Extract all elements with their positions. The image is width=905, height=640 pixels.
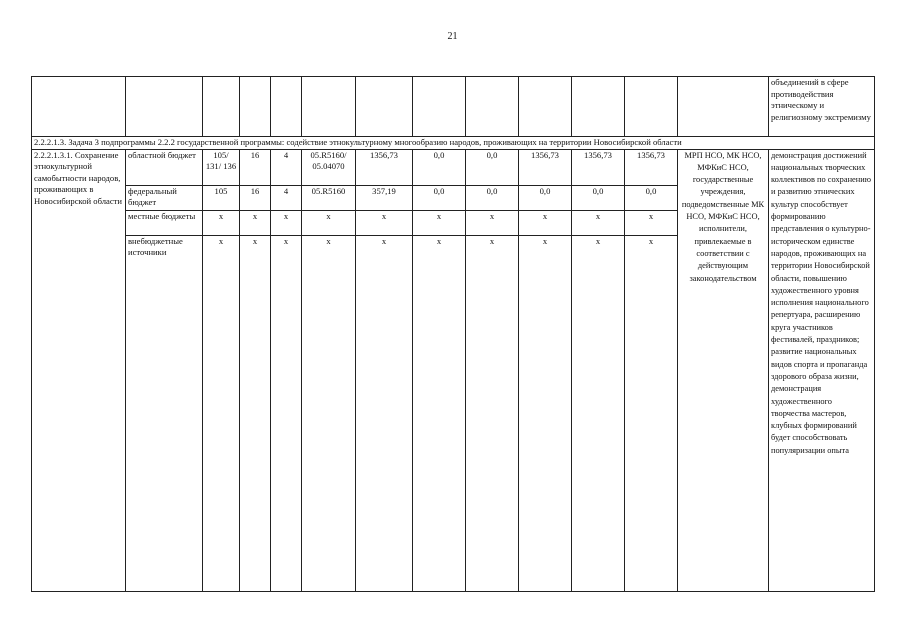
rz-cell: 16 xyxy=(240,149,271,185)
program-table xyxy=(31,76,875,592)
value-cell: x xyxy=(519,210,572,235)
task-row xyxy=(32,137,875,150)
value-cell: 0,0 xyxy=(625,185,678,210)
result-cell-continued: объединений в сфере противодействия этническому и религиозному экстремизму xyxy=(769,77,875,137)
value-cell: 1356,73 xyxy=(572,149,625,185)
event-name: 2.2.2.1.3.1. Сохранение этнокультурной самобытности народов, проживающих в Новосибирской области xyxy=(32,149,126,591)
csr-cell: x xyxy=(302,235,356,591)
grbs-cell: 105 xyxy=(203,185,240,210)
funding-source: внебюджетные источники xyxy=(126,235,203,591)
value-cell: 1356,73 xyxy=(519,149,572,185)
funding-source: местные бюджеты xyxy=(126,210,203,235)
value-cell: x xyxy=(413,235,466,591)
task-heading: 2.2.2.1.3. Задача 3 подпрограммы 2.2.2 государственной программы: содействие этнокультурному многообразию народов, проживающих на территории Новосибирской области xyxy=(32,137,875,150)
grbs-cell: 105/ 131/ 136 xyxy=(203,149,240,185)
table-row xyxy=(32,149,875,185)
value-cell: 0,0 xyxy=(572,185,625,210)
value-cell: x xyxy=(413,210,466,235)
result-cell: демонстрация достижений национальных творческих коллективов по сохранению и развитию этнических культур способствует формированию представления о культурно-историческом единстве народов, проживающих на территории Новосибирской области, повышению художественного уровня исполнения национального репертуара, расширению круга участников фестивалей, праздников; развитие национальных видов спорта и пропаганда здорового образа жизни, демонстрация художественного творчества мастеров, клубных формирований будет способствовать популяризации опыта xyxy=(769,149,875,591)
rz-cell: 16 xyxy=(240,185,271,210)
value-cell: 0,0 xyxy=(466,149,519,185)
csr-cell: x xyxy=(302,210,356,235)
funding-source: федеральный бюджет xyxy=(126,185,203,210)
funding-source: областной бюджет xyxy=(126,149,203,185)
pr-cell: x xyxy=(271,235,302,591)
value-cell: x xyxy=(572,210,625,235)
value-cell: 0,0 xyxy=(466,185,519,210)
rz-cell: x xyxy=(240,210,271,235)
value-cell: x xyxy=(519,235,572,591)
value-cell: 1356,73 xyxy=(356,149,413,185)
value-cell: 0,0 xyxy=(413,185,466,210)
grbs-cell: x xyxy=(203,210,240,235)
csr-cell: 05.R5160/ 05.04070 xyxy=(302,149,356,185)
value-cell: x xyxy=(356,235,413,591)
value-cell: 0,0 xyxy=(519,185,572,210)
pr-cell: x xyxy=(271,210,302,235)
value-cell: x xyxy=(466,235,519,591)
value-cell: 0,0 xyxy=(413,149,466,185)
value-cell: x xyxy=(466,210,519,235)
value-cell: x xyxy=(625,235,678,591)
page-number: 21 xyxy=(447,31,458,42)
grbs-cell: x xyxy=(203,235,240,591)
continued-row xyxy=(32,77,875,137)
csr-cell: 05.R5160 xyxy=(302,185,356,210)
rz-cell: x xyxy=(240,235,271,591)
value-cell: x xyxy=(625,210,678,235)
pr-cell: 4 xyxy=(271,185,302,210)
value-cell: x xyxy=(356,210,413,235)
executors-cell: МРП НСО, МК НСО, МФКиС НСО, государственные учреждения, подведомственные МК НСО, МФКиС НСО, исполнители, привлекаемые в соответствии с действующим законодательством xyxy=(678,149,769,591)
value-cell: x xyxy=(572,235,625,591)
pr-cell: 4 xyxy=(271,149,302,185)
value-cell: 357,19 xyxy=(356,185,413,210)
value-cell: 1356,73 xyxy=(625,149,678,185)
